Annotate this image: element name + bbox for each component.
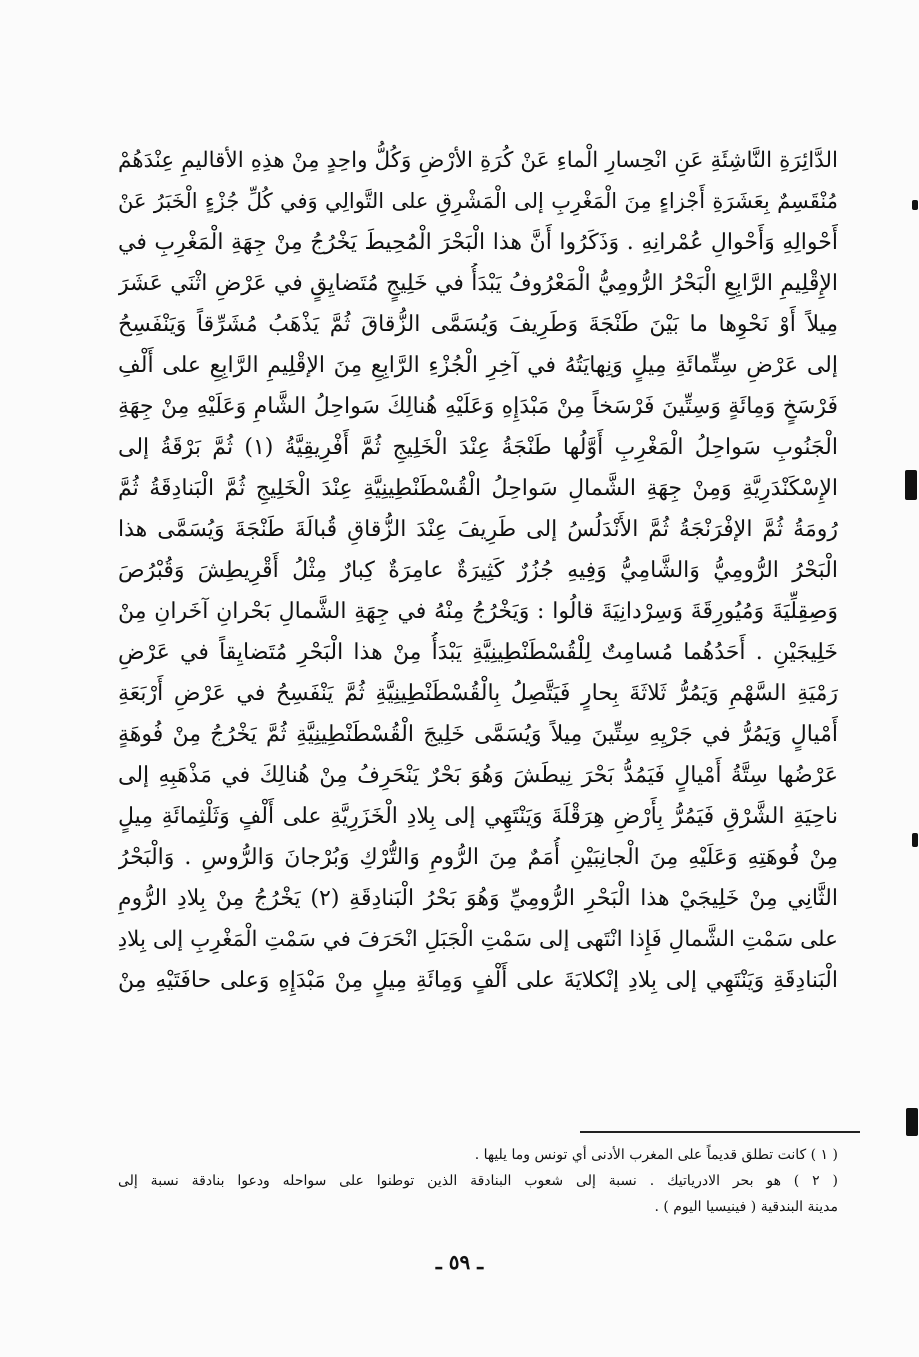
text-line: فَرْسَخٍ وَمِائَةٍ وَسِتِّينَ فَرْسَخاً مِنْ مَبْدَإِهِ وَعَلَيْهِ هُنالِكَ سَواحِلُ الشَّامِ وَعَلَيْهِ مِنْ جِهَةِ	[118, 394, 838, 419]
footnote-2: ( ٢ ) هو بحر الادرياتيك . نسبة إلى شعوب البنادقة الذين توطنوا على سواحله ودعوا بنادقة نسبة إلى	[118, 1173, 838, 1189]
text-line: الدَّائِرَةِ النَّاشِئَةِ عَنِ انْحِسارِ الْماءِ عَنْ كُرَةِ الأرْضِ وَكُلُّ واحِدٍ مِنْ هذِهِ الأقاليمِ عِنْدَهُمْ	[118, 148, 838, 173]
text-line: إلى عَرْضِ سِتِّمائَةِ مِيلٍ وَنِهايَتُهُ في آخِرِ الْجُزْءِ الرَّابِعِ مِنَ الإقْلِيمِ الرَّابِعِ على أَلْفِ	[118, 353, 838, 378]
text-line: الإِسْكَنْدَرِيَّةِ وَمِنْ جِهَةِ الشَّمالِ سَواحِلُ الْقُسْطَنْطِينِيَّةِ عِنْدَ الْخَلِيجِ ثُمَّ الْبَنادِقَةُ ثُمَّ	[118, 476, 838, 501]
text-line: عَرْضُها سِتَّةُ أَمْيالٍ فَيَمُدُّ بَحْرَ نِيطَشَ وَهُوَ بَحْرٌ يَنْحَرِفُ مِنْ هُنالِكَ في مَذْهَبِهِ إلى	[118, 763, 838, 788]
text-line: ناحِيَةِ الشَّرْقِ فَيَمُرُّ بِأَرْضِ هِرَقْلَةَ وَيَنْتَهِي إلى بِلادِ الْخَزَرِيَّةِ على أَلْفٍ وَثَلْثِمائَةِ مِيلٍ	[118, 804, 838, 829]
text-line: الْبَحْرُ الرُّومِيُّ وَالشَّامِيُّ وَفِيهِ جُزُرٌ كَثِيرَةٌ عامِرَةٌ كِبارٌ مِثْلُ أَقْرِيطِشَ وَقُبْرُصَ	[118, 558, 838, 583]
text-line: رُومَةُ ثُمَّ الإفْرَنْجَةُ ثُمَّ الأَنْدَلُسُ إلى طَرِيفَ عِنْدَ الزُّقاقِ قُبالَةَ طَنْجَةَ وَيُسَمَّى هذا	[118, 517, 838, 542]
scan-artifact-mark	[905, 470, 917, 500]
text-line: الإِقْلِيمِ الرَّابِعِ الْبَحْرُ الرُّومِيُّ الْمَعْرُوفُ يَبْدَأُ في خَلِيجٍ مُتَضايِقٍ في عَرْضِ اثْنَي عَشَرَ	[118, 271, 838, 296]
text-line: أَحْوالِهِ وَأَحْوالِ عُمْرانِهِ . وَذَكَرُوا أَنَّ هذا الْبَحْرَ الْمُحِيطَ يَخْرُجُ مِنْ جِهَةِ الْمَغْرِبِ في	[118, 230, 838, 255]
text-line: على سَمْتِ الشَّمالِ فَإِذا انْتَهى إلى سَمْتِ الْجَبَلِ انْحَرَفَ في سَمْتِ الْمَغْرِبِ إلى بِلادِ	[118, 927, 838, 952]
page-number: ـ ٥٩ ـ	[435, 1250, 484, 1274]
text-line: أَمْيالٍ وَيَمُرُّ في جَرْيِهِ سِتِّينَ مِيلاً وَيُسَمَّى خَلِيجَ الْقُسْطَنْطِينِيَّةِ ثُمَّ يَخْرُجُ مِنْ فُوهَةٍ	[118, 722, 838, 747]
text-line: الثَّانِي مِنْ خَلِيجَيْ هذا الْبَحْرِ الرُّومِيِّ وَهُوَ بَحْرُ الْبَنادِقَةِ (٢) يَخْرُجُ مِنْ بِلادِ الرُّومِ	[118, 886, 838, 911]
text-line: وَصِقِلِّيَةَ وَمُيُورِقَةَ وَسِرْدانِيَةَ قالُوا : وَيَخْرُجُ مِنْهُ في جِهَةِ الشَّمالِ بَحْرانِ آخَرانِ مِنْ	[118, 599, 838, 624]
text-line: الْجَنُوبِ سَواحِلُ الْمَغْرِبِ أَوَّلُها طَنْجَةُ عِنْدَ الْخَلِيجِ ثُمَّ أَفْرِيقِيَّةُ (١) ثُمَّ بَرْقَةُ إلى	[118, 435, 838, 460]
text-line: مُنْقَسِمٌ بِعَشَرَةِ أَجْزاءٍ مِنَ الْمَغْرِبِ إلى الْمَشْرِقِ على التَّوالِي وَفي كُلِّ جُزْءٍ الْخَبَرُ عَنْ	[118, 189, 838, 213]
text-line: رَمْيَةِ السَّهْمِ وَيَمُرُّ ثَلاثَةَ بِحارٍ فَيَتَّصِلُ بِالْقُسْطَنْطِينِيَّةِ ثُمَّ يَنْفَسِحُ في عَرْضِ أَرْبَعَةِ	[118, 681, 838, 706]
scan-artifact-mark	[906, 1108, 918, 1136]
text-line: مِنْ فُوهَتِهِ وَعَلَيْهِ مِنَ الْجانِبَيْنِ أُمَمٌ مِنَ الرُّومِ وَالتُّرْكِ وَبُرْجانَ وَالرُّوسِ . وَالْبَحْرُ	[118, 845, 838, 870]
scan-artifact-mark	[912, 200, 918, 210]
main-text-block	[118, 140, 838, 1001]
text-line: خَلِيجَيْنِ . أَحَدُهُما مُسامِتٌ لِلْقُسْطَنْطِينِيَّةِ يَبْدَأُ مِنْ هذا الْبَحْرِ مُتَضايِقاً في عَرْضِ	[118, 640, 838, 665]
text-line: الْبَنادِقَةِ وَيَنْتَهِي إلى بِلادِ إنْكلايَةَ على أَلْفٍ وَمِائَةِ مِيلٍ مِنْ مَبْدَإِهِ وَعلى حافَتَيْهِ مِنْ	[118, 968, 838, 993]
footnote-2-continuation: مدينة البندقية ( فينيسيا اليوم ) .	[654, 1199, 838, 1215]
footnote-separator	[580, 1131, 860, 1133]
scan-artifact-mark	[912, 833, 918, 847]
text-line: مِيلاً أَوْ نَحْوِها ما بَيْنَ طَنْجَةَ وَطَرِيفَ وَيُسَمَّى الزُّقاقَ ثُمَّ يَذْهَبُ مُشَرِّقاً وَيَنْفَسِحُ	[118, 312, 838, 337]
footnote-1: ( ١ ) كانت تطلق قديماً على المغرب الأدنى أي تونس وما يليها .	[474, 1147, 838, 1163]
footnotes-block	[118, 1142, 838, 1220]
